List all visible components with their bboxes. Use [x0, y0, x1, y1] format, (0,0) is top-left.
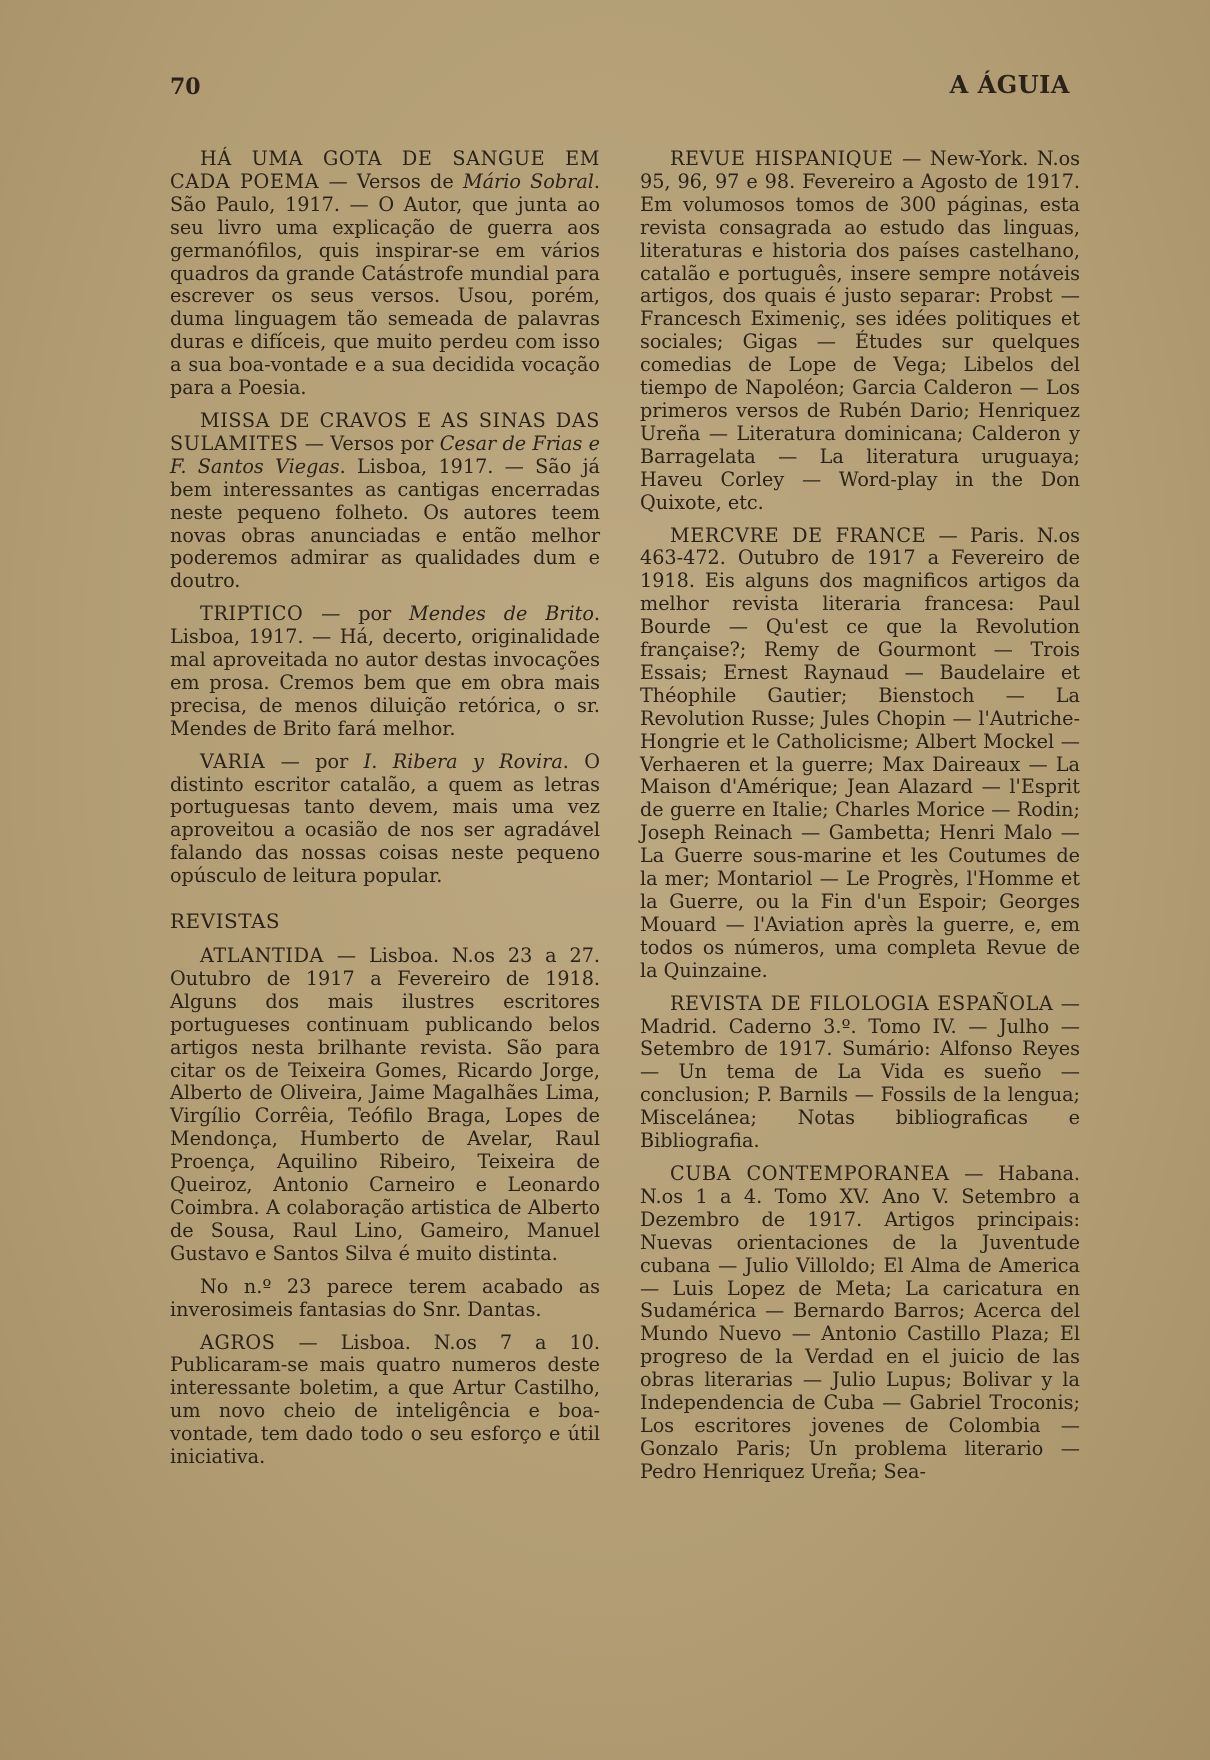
- review-entry: [640, 148, 1080, 515]
- review-entry: [170, 148, 600, 400]
- entry-text: . Lisboa, 1917. — São já bem interessantes as cantigas encerradas neste pequeno folheto. Os autores teem novas obras anunciadas e então melhor poderemos admirar as qualidades dum e doutro.: [170, 454, 600, 593]
- entry-pre: — por: [303, 602, 410, 626]
- entry-pre: — Versos de: [319, 169, 463, 193]
- entry-text: — New-York. N.os 95, 96, 97 e 98. Fevereiro a Agosto de 1917. Em volumosos tomos de 300 páginas, esta revista consagrada ao estudo das linguas, literaturas e historia dos países castelhano, catalão e português, insere sempre notáveis artigos, dos quais é justo separar: Probst — Francesch Eximeniç, ses idées politiques et sociales; Gigas — Études sur quelques comedias de Lope de Vega; Libelos del tiempo de Napoléon; Garcia Calderon — Los primeros versos de Rubén Dario; Henriquez Ureña — Literatura dominicana; Calderon y Barragelata — La literatura uruguaya; Haveu Corley — Word-play in the Don Quixote, etc.: [640, 147, 1080, 514]
- running-head: [170, 62, 1070, 102]
- entry-text: . Lisboa, 1917. — Há, decerto, originalidade mal aproveitada no autor destas invocações em prosa. Cremos bem que em obra mais precisa, de menos diluição retórica, o sr. Mendes de Brito fará melhor.: [170, 602, 600, 740]
- entry-author: Mário Sobral: [462, 169, 594, 193]
- entry-author: Mendes de Brito: [409, 602, 594, 626]
- entry-text: — Paris. N.os 463-472. Outubro de 1917 a Fevereiro de 1918. Eis alguns dos magnificos artigos da melhor revista literaria francesa: Paul Bourde — Qu'est ce que la Revolution française?; Remy de Gourmont — Trois Essais; Ernest Raynaud — Baudelaire et Théophile Gautier; Bienstoch — La Revolution Russe; Jules Chopin — l'Autriche-Hongrie et le Catholicisme; Albert Mockel — Verhaeren et la guerre; Max Daireaux — La Maison d'Amérique; Jean Alazard — l'Esprit de guerre en Italie; Charles Morice — Rodin; Joseph Reinach — Gambetta; Henri Malo — La Guerre sous-marine et les Coutumes de la mer; Montariol — Le Progrès, l'Homme et la Guerre, ou la Fin d'un Espoir; Georges Mouard — l'Aviation après la guerre, e, em todos os números, uma completa Revue de la Quinzaine.: [640, 523, 1080, 982]
- entry-text: . O distinto escritor catalão, a quem as letras portuguesas tanto devem, mais uma vez aproveitou a ocasião de nos ser agradável falando das nossas coisas neste pequeno opúsculo de leitura popular.: [170, 749, 600, 888]
- entry-text: — Lisboa. N.os 7 a 10. Publicaram-se mais quatro numeros deste interessante boletim, a que Artur Castilho, um novo cheio de inteligência e boa-vontade, tem dado todo o seu esforço e útil iniciativa.: [170, 1330, 600, 1469]
- entry-text: — Lisboa. N.os 23 a 27. Outubro de 1917 a Fevereiro de 1918. Alguns dos mais ilustres escritores portugueses continuam publicando belos artigos nesta brilhante revista. São para citar os de Teixeira Gomes, Ricardo Jorge, Alberto de Oliveira, Jaime Magalhães Lima, Virgílio Corrêia, Teófilo Braga, Lopes de Mendonça, Humberto de Avelar, Raul Proença, Aquilino Ribeiro, Teixeira de Queiroz, Antonio Carneiro e Leonardo Coimbra. A colaboração artistica de Alberto de Sousa, Raul Lino, Gameiro, Manuel Gustavo e Santos Silva é muito distinta.: [170, 944, 600, 1265]
- review-entry: [640, 993, 1080, 1153]
- review-entry: [170, 945, 600, 1266]
- entry-author: Cesar de Frias e F. Santos Viegas: [170, 431, 600, 478]
- entry-title: AGROS: [200, 1330, 276, 1354]
- review-entry: [170, 410, 600, 593]
- entry-text: — Habana. N.os 1 a 4. Tomo XV. Ano V. Setembro a Dezembro de 1917. Artigos principais: Nuevas orientaciones de la Juventude cubana — Julio Villoldo; El Alma de America — Luis Lopez de Meta; La caricatura en Sudamérica — Bernardo Barros; Acerca del Mundo Nuevo — Antonio Castillo Plaza; El progreso de la Verdad en el juicio de las obras literarias — Julio Lupus; Bolivar y la Independencia de Cuba — Gabriel Troconis; Los escritores jovenes de Colombia — Gonzalo Paris; Un problema literario — Pedro Henriquez Ureña; Sea-: [640, 1161, 1080, 1483]
- entry-title: REVISTA DE FILOLOGIA ESPAÑOLA: [670, 991, 1054, 1015]
- review-entry: [640, 1163, 1080, 1484]
- entry-title: CUBA CONTEMPORANEA: [670, 1161, 950, 1185]
- entry-title: REVUE HISPANIQUE: [670, 147, 894, 170]
- review-entry: [640, 525, 1080, 983]
- review-entry: [170, 1332, 600, 1469]
- entry-text: . São Paulo, 1917. — O Autor, que junta ao seu livro uma explicação de guerra aos germanófilos, quis inspirar-se em vários quadros da grande Catástrofe mundial para escrever os seus versos. Usou, porém, duma linguagem tão semeada de palavras duras e difíceis, que muito perdeu com isso a sua boa-vontade e a sua decidida vocação para a Poesia.: [170, 169, 600, 400]
- entry-title: MISSA DE CRAVOS E AS SINAS DAS SULAMITES: [170, 408, 600, 455]
- left-column: [170, 148, 600, 1479]
- entry-title: ATLANTIDA: [200, 944, 325, 967]
- entry-title: VARIA: [200, 749, 266, 773]
- entry-text: — Madrid. Caderno 3.º. Tomo IV. — Julho — Setembro de 1917. Sumário: Alfonso Reyes — Un tema de La Vida es sueño — conclusion; P. Barnils — Fossils de la lengua; Miscelánea; Notas bibliograficas e Bibliografia.: [640, 991, 1080, 1153]
- review-entry: [170, 603, 600, 740]
- entry-title: HÁ UMA GOTA DE SANGUE EM CADA POEMA: [170, 147, 600, 193]
- right-column: [640, 148, 1080, 1494]
- review-entry: [170, 751, 600, 888]
- entry-pre: — por: [265, 749, 364, 773]
- entry-title: TRIPTICO: [200, 602, 304, 626]
- entry-text: No n.º 23 parece terem acabado as inverosimeis fantasias do Snr. Dantas.: [170, 1274, 600, 1321]
- entry-title: MERCVRE DE FRANCE: [670, 523, 927, 547]
- entry-author: I. Ribera y Rovira: [363, 749, 563, 773]
- entry-pre: — Versos por: [298, 431, 440, 455]
- review-entry: [170, 1276, 600, 1322]
- journal-title: A ÁGUIA: [949, 70, 1070, 99]
- section-heading: REVISTAS: [170, 909, 281, 934]
- page-number: 70: [170, 74, 201, 100]
